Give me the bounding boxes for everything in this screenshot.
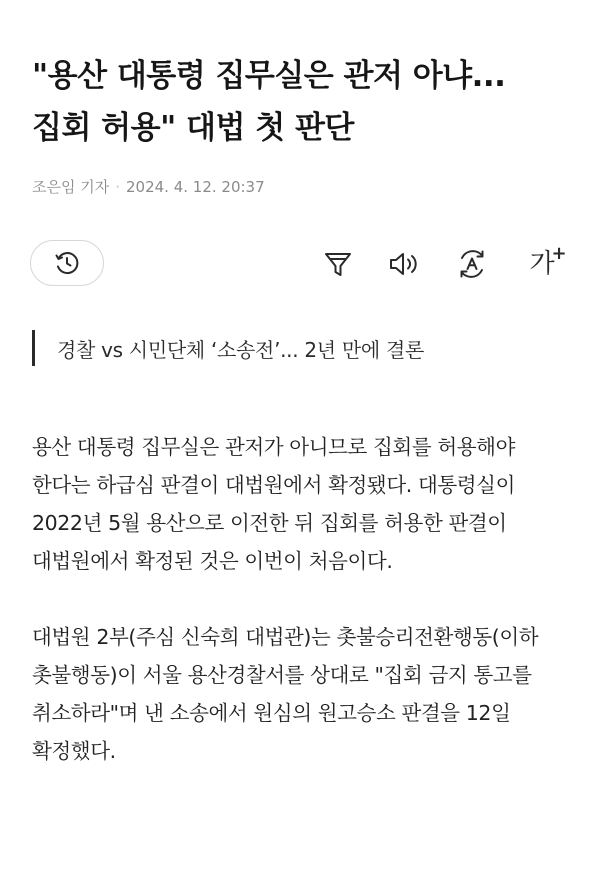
article-paragraph: 대법원 2부(주심 신숙희 대법관)는 촛불승리전환행동(이하 촛불행동)이 서울 용산경찰서를 상대로 "집회 금지 통고를 취소하라"며 낸 소송에서 원심의 원고승소 판결을 12일 확정했다. [32,625,539,763]
translate-button[interactable] [454,246,490,282]
translate-icon [455,247,489,281]
font-size-label: 가 [529,249,555,279]
clock-history-icon [53,249,81,277]
font-size-button[interactable] [524,243,567,282]
font-size-icon [529,243,567,279]
summary-filter-icon [322,248,354,280]
article-toolbar [30,238,578,290]
subheading-bar [32,330,35,366]
listen-button[interactable] [386,246,422,282]
article-title: "용산 대통령 집무실은 관저 아냐... 집회 허용" 대법 첫 판단 [32,58,506,146]
summary-button[interactable] [320,246,356,282]
subheading-text: 경찰 vs 시민단체 ‘소송전’... 2년 만에 결론 [57,337,424,362]
article-body [32,428,572,770]
article-meta [32,176,265,197]
article-paragraph: 용산 대통령 집무실은 관저가 아니므로 집회를 허용해야 한다는 하급심 판결이 대법원에서 확정됐다. 대통령실이 2022년 5월 용산으로 이전한 뒤 집회를 허용한 판결이 대법원에서 확정된 것은 이번이 처음이다. [32,435,515,573]
article-subheading [32,328,424,368]
reporter-name[interactable]: 조은임 기자 [32,178,110,196]
font-size-plus: + [551,243,567,264]
meta-separator: · [115,178,120,196]
speaker-listen-icon [387,248,421,280]
history-button[interactable] [30,240,104,286]
publish-date: 2024. 4. 12. 20:37 [126,178,265,196]
